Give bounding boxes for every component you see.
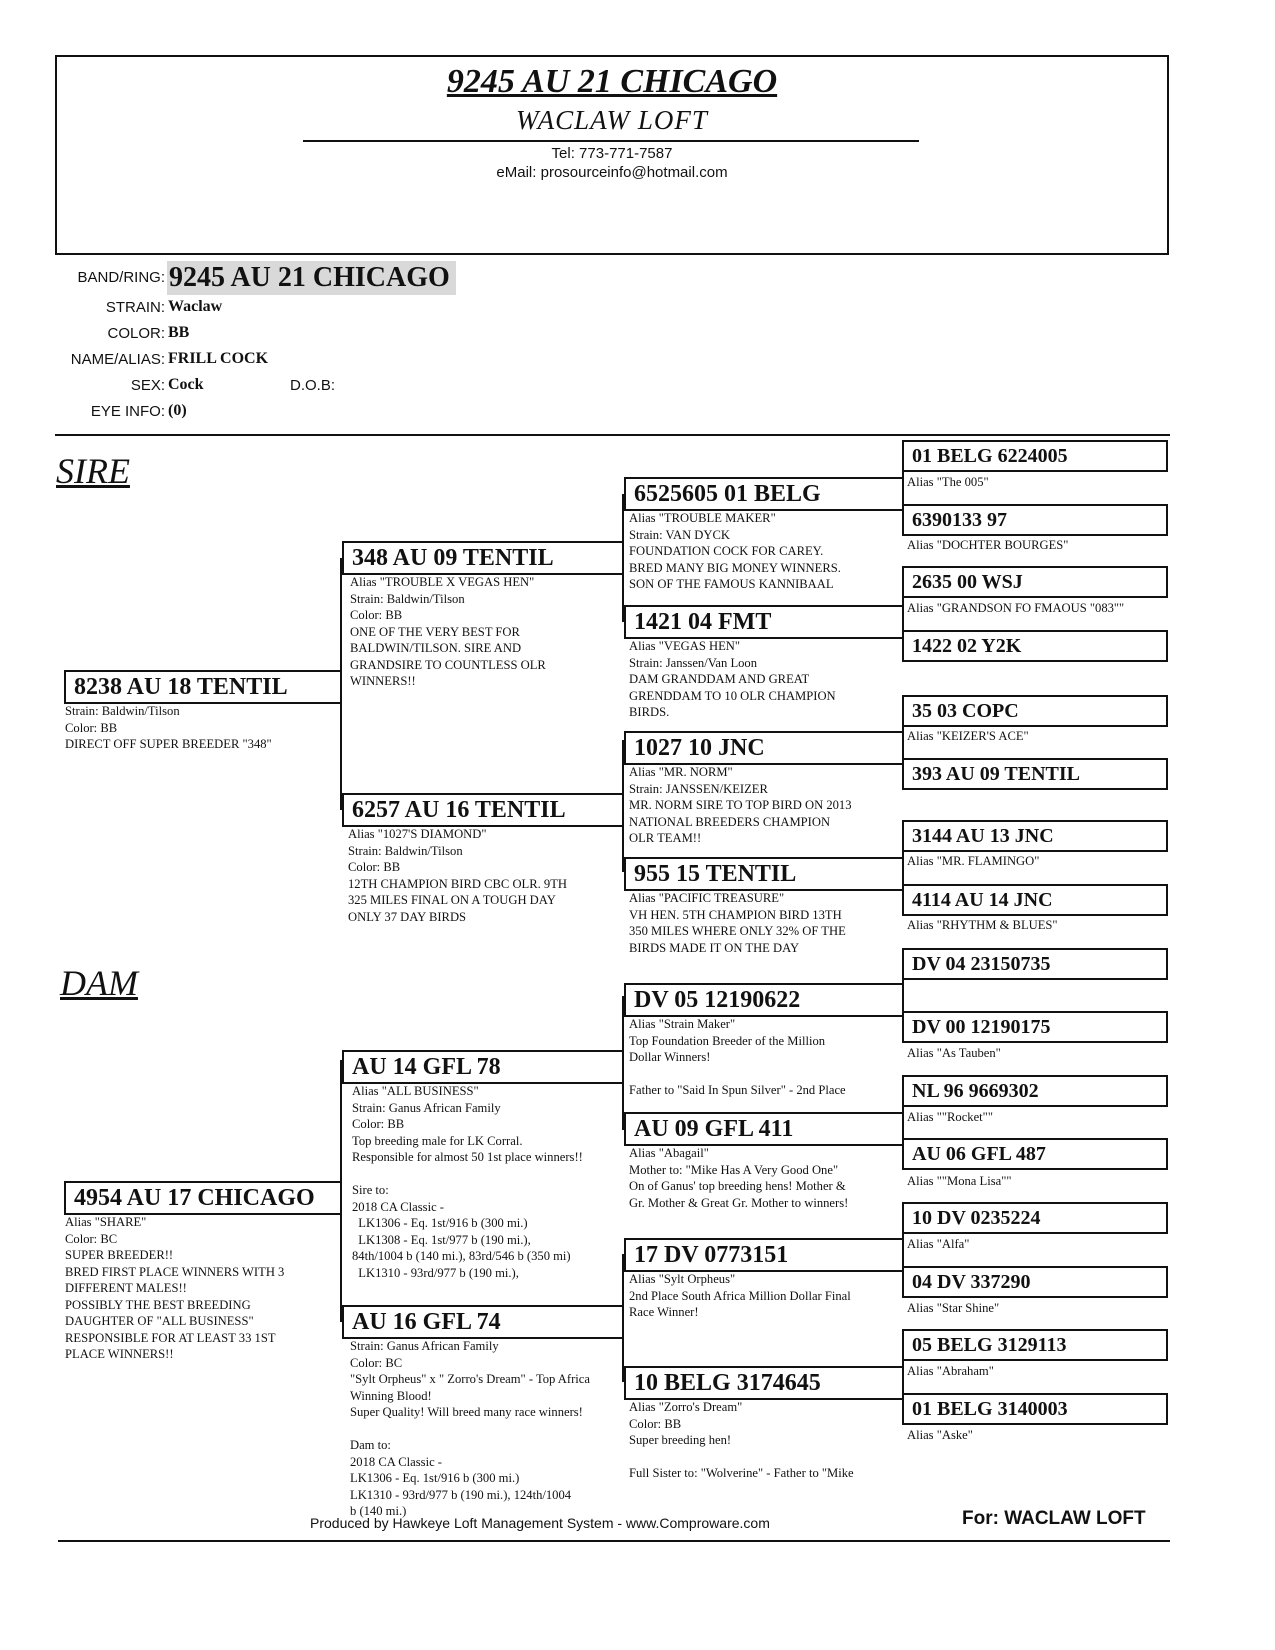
gen4-alias-16: Alias "Aske"	[907, 1428, 973, 1442]
gen4-alias-13: Alias "Alfa"	[907, 1237, 970, 1251]
eye-value: (0)	[168, 402, 187, 419]
page-title: 9245 AU 21 CHICAGO	[446, 63, 778, 100]
sire-band-box: 8238 AU 18 TENTIL	[64, 670, 342, 704]
gen3-band-box-2: 1421 04 FMT	[624, 605, 904, 639]
section-divider	[55, 434, 1170, 436]
footer-for-loft: For: WACLAW LOFT	[962, 1508, 1146, 1529]
dam-section-label: DAM	[60, 963, 138, 1003]
dam-dam-info: Strain: Ganus African Family Color: BC "Sylt Orpheus" x " Zorro's Dream" - Top Africa Winning Blood! Super Quality! Will breed many race winners! Dam to: 2018 CA Classic - LK1306 - Eq. 1st/916 b (300 mi.) LK1310 - 93rd/977 b (190 mi.), 124th/1004 b (140 mi.)	[350, 1339, 590, 1518]
gen3-band-box-5: DV 05 12190622	[624, 983, 904, 1017]
gen4-band-box-7: 3144 AU 13 JNC	[902, 820, 1168, 852]
gen4-alias-14: Alias "Star Shine"	[907, 1301, 1000, 1315]
gen4-alias-8: Alias "RHYTHM & BLUES"	[907, 918, 1058, 932]
gen3-band-box-3: 1027 10 JNC	[624, 731, 904, 765]
gen3-info-2: Alias "VEGAS HEN" Strain: Janssen/Van Loon DAM GRANDDAM AND GREAT GRENDDAM TO 10 OLR CHAMPION BIRDS.	[629, 639, 836, 719]
dam-info: Alias "SHARE" Color: BC SUPER BREEDER!! BRED FIRST PLACE WINNERS WITH 3 DIFFERENT MALES!! POSSIBLY THE BEST BREEDING DAUGHTER OF "ALL BUSINESS" RESPONSIBLE FOR AT LEAST 33 1ST PLACE WINNERS!!	[65, 1215, 285, 1361]
color-value: BB	[168, 324, 190, 341]
gen3-info-3: Alias "MR. NORM" Strain: JANSSEN/KEIZER MR. NORM SIRE TO TOP BIRD ON 2013 NATIONAL BREEDERS CHAMPION OLR TEAM!!	[629, 765, 852, 845]
gen4-alias-6	[907, 792, 1169, 810]
header-box	[55, 55, 1169, 255]
gen3-info-8: Alias "Zorro's Dream" Color: BB Super breeding hen! Full Sister to: "Wolverine" - Father to "Mike	[629, 1400, 854, 1480]
sire-dam-info: Alias "1027'S DIAMOND" Strain: Baldwin/Tilson Color: BB 12TH CHAMPION BIRD CBC OLR. 9TH 325 MILES FINAL ON A TOUGH DAY ONLY 37 DAY BIRDS	[348, 827, 568, 924]
dob-label: D.O.B:	[289, 377, 335, 394]
sex-value: Cock	[168, 376, 204, 393]
gen3-info-1: Alias "TROUBLE MAKER" Strain: VAN DYCK FOUNDATION COCK FOR CAREY. BRED MANY BIG MONEY WINNERS. SON OF THE FAMOUS KANNIBAAL	[629, 511, 841, 591]
sex-label: SEX:	[130, 377, 165, 394]
gen4-band-box-14: 04 DV 337290	[902, 1266, 1168, 1298]
sire-info: Strain: Baldwin/Tilson Color: BB DIRECT OFF SUPER BREEDER "348"	[65, 704, 272, 751]
email: eMail: prosourceinfo@hotmail.com	[496, 164, 728, 181]
header-divider	[303, 140, 919, 142]
gen4-band-box-13: 10 DV 0235224	[902, 1202, 1168, 1234]
gen3-band-box-8: 10 BELG 3174645	[624, 1366, 904, 1400]
gen4-band-box-4: 1422 02 Y2K	[902, 630, 1168, 662]
gen4-band-box-5: 35 03 COPC	[902, 695, 1168, 727]
telephone: Tel: 773-771-7587	[551, 145, 673, 162]
eye-label: EYE INFO:	[90, 403, 165, 420]
footer-credit: Produced by Hawkeye Loft Management System - www.Comproware.com	[310, 1515, 770, 1531]
gen3-band-box-1: 6525605 01 BELG	[624, 477, 904, 511]
dam-sire-info: Alias "ALL BUSINESS" Strain: Ganus African Family Color: BB Top breeding male for LK Corral. Responsible for almost 50 1st place winners!! Sire to: 2018 CA Classic - LK1306 - Eq. 1st/916 b (300 mi.) LK1308 - Eq. 1st/977 b (190 mi.), 84th/1004 b (140 mi.), 83rd/546 b (350 mi) LK1310 - 93rd/977 b (190 mi.),	[352, 1084, 583, 1280]
gen4-band-box-8: 4114 AU 14 JNC	[902, 884, 1168, 916]
footer-divider	[58, 1540, 1170, 1542]
gen3-band-box-6: AU 09 GFL 411	[624, 1112, 904, 1146]
gen3-info-4: Alias "PACIFIC TREASURE" VH HEN. 5TH CHAMPION BIRD 13TH 350 MILES WHERE ONLY 32% OF THE BIRDS MADE IT ON THE DAY	[629, 891, 846, 955]
gen4-alias-1: Alias "The 005"	[907, 475, 989, 489]
loft-name: WACLAW LOFT	[516, 105, 708, 135]
gen3-band-box-7: 17 DV 0773151	[624, 1238, 904, 1272]
gen4-alias-4	[907, 664, 1169, 682]
name-label: NAME/ALIAS:	[70, 351, 165, 368]
sire-dam-band-box: 6257 AU 16 TENTIL	[342, 793, 624, 827]
band-label: BAND/RING:	[77, 269, 165, 286]
gen3-info-6: Alias "Abagail" Mother to: "Mike Has A Very Good One" On of Ganus' top breeding hens! Mother & Gr. Mother & Great Gr. Mother to winners!	[629, 1146, 849, 1210]
band-value: 9245 AU 21 CHICAGO	[167, 261, 456, 295]
gen4-band-box-11: NL 96 9669302	[902, 1075, 1168, 1107]
gen3-band-box-4: 955 15 TENTIL	[624, 857, 904, 891]
gen3-info-5: Alias "Strain Maker" Top Foundation Breeder of the Million Dollar Winners! Father to "Said In Spun Silver" - 2nd Place	[629, 1017, 846, 1097]
gen4-band-box-9: DV 04 23150735	[902, 948, 1168, 980]
name-value: FRILL COCK	[168, 350, 269, 367]
gen4-alias-9	[907, 981, 1169, 999]
gen4-band-box-16: 01 BELG 3140003	[902, 1393, 1168, 1425]
gen4-alias-7: Alias "MR. FLAMINGO"	[907, 854, 1040, 868]
gen4-alias-12: Alias ""Mona Lisa""	[907, 1174, 1012, 1188]
gen4-band-box-6: 393 AU 09 TENTIL	[902, 758, 1168, 790]
dam-band-box: 4954 AU 17 CHICAGO	[64, 1181, 342, 1215]
sire-section-label: SIRE	[56, 451, 130, 491]
color-label: COLOR:	[107, 325, 165, 342]
gen4-band-box-2: 6390133 97	[902, 504, 1168, 536]
gen4-band-box-12: AU 06 GFL 487	[902, 1138, 1168, 1170]
gen4-alias-10: Alias "As Tauben"	[907, 1046, 1001, 1060]
gen4-band-box-15: 05 BELG 3129113	[902, 1329, 1168, 1361]
gen4-alias-11: Alias ""Rocket""	[907, 1110, 993, 1124]
gen4-alias-15: Alias "Abraham"	[907, 1364, 994, 1378]
dam-sire-band-box: AU 14 GFL 78	[342, 1050, 624, 1084]
gen4-band-box-10: DV 00 12190175	[902, 1011, 1168, 1043]
gen3-info-7: Alias "Sylt Orpheus" 2nd Place South Africa Million Dollar Final Race Winner!	[629, 1272, 851, 1319]
dam-dam-band-box: AU 16 GFL 74	[342, 1305, 624, 1339]
sire-sire-info: Alias "TROUBLE X VEGAS HEN" Strain: Baldwin/Tilson Color: BB ONE OF THE VERY BEST FOR BALDWIN/TILSON. SIRE AND GRANDSIRE TO COUNTLESS OLR WINNERS!!	[350, 575, 546, 688]
gen4-alias-5: Alias "KEIZER'S ACE"	[907, 729, 1029, 743]
sire-sire-band-box: 348 AU 09 TENTIL	[342, 541, 624, 575]
gen4-band-box-1: 01 BELG 6224005	[902, 440, 1168, 472]
strain-value: Waclaw	[168, 298, 223, 315]
gen4-band-box-3: 2635 00 WSJ	[902, 566, 1168, 598]
gen4-alias-3: Alias "GRANDSON FO FMAOUS "083""	[907, 601, 1125, 615]
strain-label: STRAIN:	[105, 299, 165, 316]
gen4-alias-2: Alias "DOCHTER BOURGES"	[907, 538, 1069, 552]
